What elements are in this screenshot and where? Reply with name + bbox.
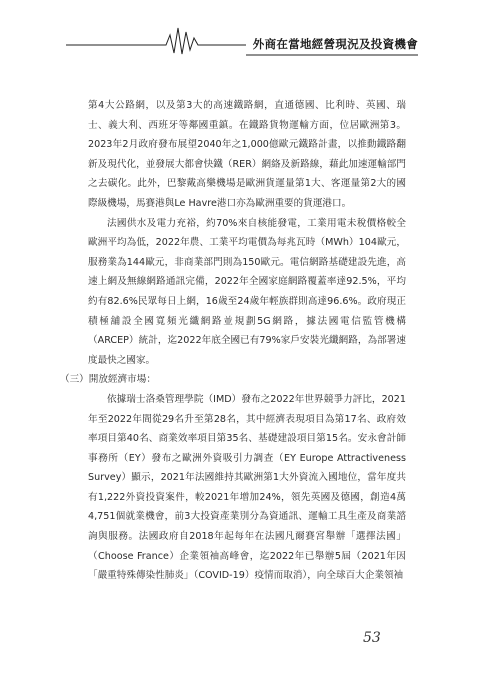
body-text (60, 96, 406, 586)
header-title: 外商在當地經營現況及投資機會 (252, 37, 418, 51)
page-header (66, 24, 418, 58)
paragraph: 依據瑞士洛桑管理學院（IMD）發布之2022年世界競爭力評比，2021年至2022年間從29名升至第28名，其中經濟表現項目為第17名、政府效率項目第40名、商業效率項目第35名、基礎建設項目第15名。安永會計師事務所（EY）發布之歐洲外資吸引力調查（EY Europe Attractiveness Survey）顯示，2021年法國維持其歐洲第1大外資流入國地位，當年度共有1,222外資投資案件，較2021年增加24%，領先英國及德國，創造4萬4,751個就業機會，前3大投資產業別分為資通訊、運輸工具生產及商業諮詢與服務。法國政府自2018年起每年在法國凡爾賽宮舉辦「選擇法國」（Choose France）企業領袖高峰會，迄2022年已舉辦5屆（2021年因「嚴重特殊傳染性肺炎」（COVID-19）疫情而取消），向全球百大企業領袖 (88, 393, 406, 582)
page-number: 53 (363, 630, 381, 646)
section-heading: （三）開放經濟市場： (60, 374, 156, 386)
paragraph: 法國供水及電力充裕，約70%來自核能發電，工業用電未稅價格較全歐洲平均為低，2022年農、工業平均電價為每兆瓦時（MWh）104歐元，服務業為144歐元，非商業部門則為150歐元。電信網路基礎建設先進，高速上網及無線網路通訊完備，2022年全國家庭網路覆蓋率達92.5%，平均約有82.6%民眾每日上網，16歲至24歲年輕族群則高達96.6%。政府現正積極舖設全國寬頻光纖網路並規劃5G網路，據法國電信監管機構（ARCEP）統計，迄2022年底全國已有79%家戶安裝光纖網路，為部署速度最快之國家。 (88, 217, 406, 366)
paragraph: 第4大公路網，以及第3大的高速鐵路網，直通德國、比利時、英國、瑞士、義大利、西班牙等鄰國重鎮。在鐵路貨物運輸方面，位居歐洲第3。2023年2月政府發布展望2040年之1,000億歐元鐵路計畫，以推動鐵路翻新及現代化，並發展大都會快鐵（RER）網絡及新路線，藉此加速運輸部門之去碳化。此外，巴黎戴高樂機場是歐洲貨運量第1大、客運量第2大的國際級機場，馬賽港與Le Havre港口亦為歐洲重要的貨運港口。 (88, 100, 406, 209)
